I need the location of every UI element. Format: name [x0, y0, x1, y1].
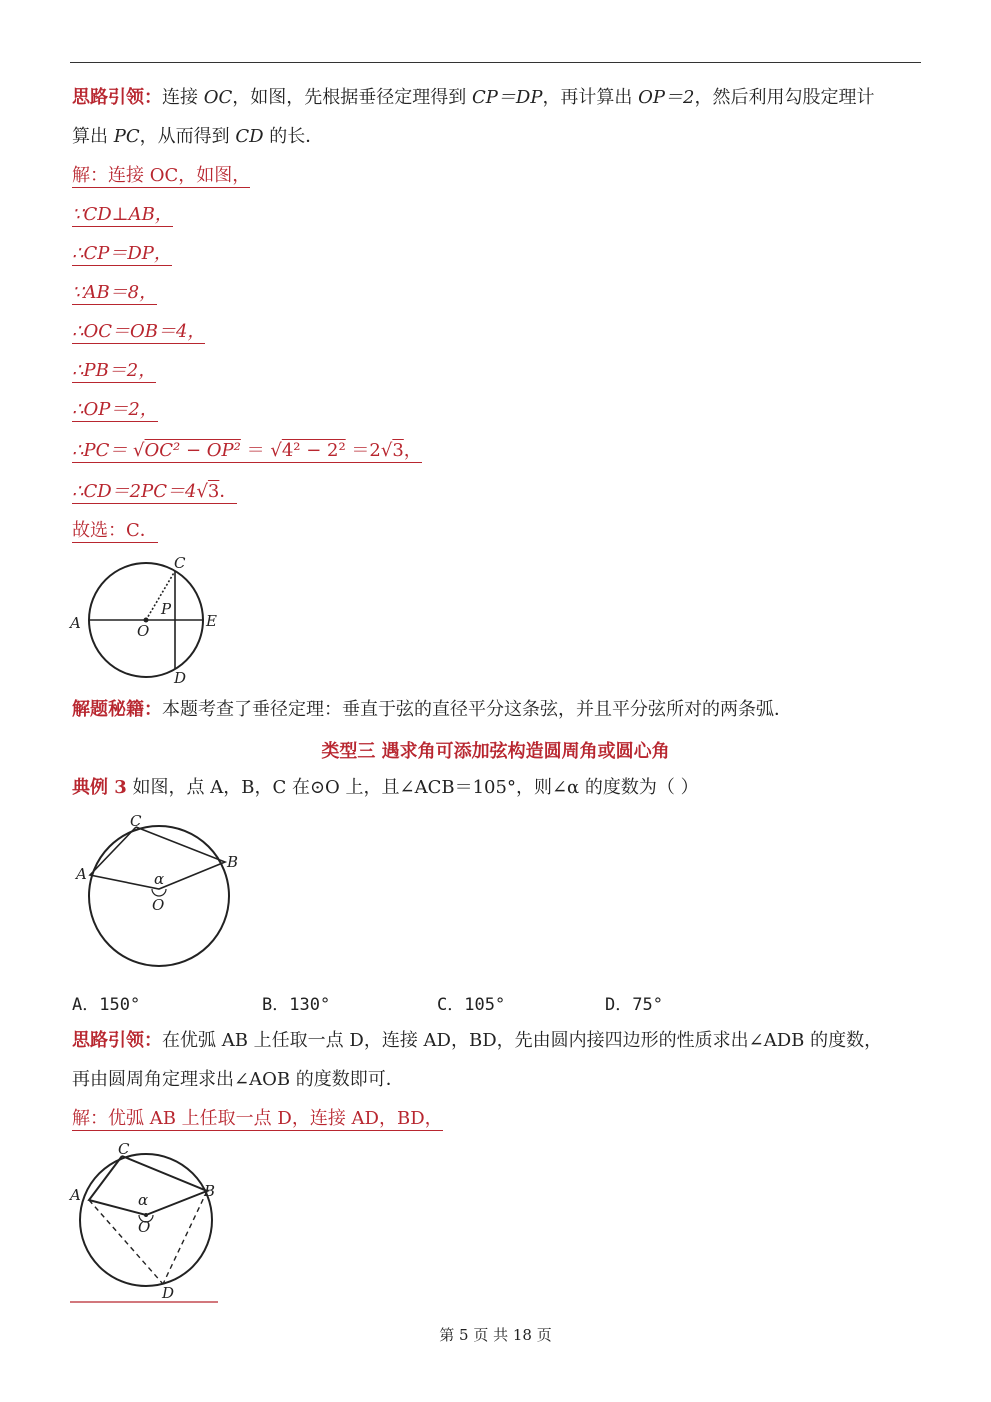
- label-d: D: [162, 1284, 175, 1302]
- hint-text: 连接: [162, 87, 204, 108]
- hint-text: 算出: [72, 126, 114, 147]
- label-d: D: [174, 669, 187, 687]
- solution-step: ∴CP＝DP，: [72, 243, 172, 264]
- label-o: O: [152, 896, 165, 914]
- formula-part: OC² − OP²: [144, 440, 241, 461]
- label-a: A: [76, 865, 87, 883]
- formula-part: ，: [403, 440, 422, 461]
- secret-label: 解题秘籍：: [72, 699, 162, 720]
- option-d: D．75°: [605, 995, 663, 1015]
- label-c: C: [118, 1140, 130, 1158]
- figure-1-circle-diagram: [66, 552, 226, 687]
- label-alpha: α: [154, 870, 165, 888]
- hint-text: CP＝DP: [472, 87, 543, 108]
- formula-part: ＝2√: [345, 440, 393, 461]
- solution-step: ∴OP＝2，: [72, 399, 158, 420]
- formula-part: ∴PC＝ √: [72, 440, 145, 461]
- secret-text: 本题考查了垂径定理：垂直于弦的直径平分这条弦，并且平分弦所对的两条弧．: [162, 699, 792, 720]
- label-o: O: [138, 1218, 151, 1236]
- option-b: B．130°: [262, 995, 331, 1015]
- figure-3-circle-diagram: [66, 1138, 226, 1306]
- label-b: B: [204, 1182, 216, 1200]
- example-label: 典例 3: [72, 777, 127, 798]
- example-text: 如图，点 A，B，C 在⊙O 上，且∠ACB＝105°，则∠α 的度数为（ ）: [126, 777, 699, 798]
- center-point: [144, 1213, 148, 1217]
- hint-2-line-1: [72, 1029, 882, 1053]
- hint-label: 思路引领：: [72, 1030, 162, 1051]
- hint-text: ，再计算出: [542, 87, 639, 108]
- hint-text: 的长．: [263, 126, 324, 147]
- option-c: C．105°: [437, 995, 506, 1015]
- formula-part: ∴CD＝2PC＝4√: [72, 481, 208, 502]
- solution-step: ∴PB＝2，: [72, 360, 157, 381]
- solution-step: ∵AB＝8，: [72, 282, 158, 303]
- hint-text: OC: [203, 87, 233, 108]
- top-rule: [70, 62, 921, 63]
- secret-line: [72, 698, 792, 722]
- section-title: 类型三 遇求角可添加弦构造圆周角或圆心角: [321, 741, 670, 762]
- hint-1-line-1: [72, 86, 875, 110]
- label-a: A: [70, 614, 81, 632]
- hint-text: ，然后利用勾股定理计: [694, 87, 875, 108]
- formula-part: 3: [392, 440, 404, 461]
- solution-1-answer: [72, 519, 158, 543]
- label-alpha: α: [138, 1191, 149, 1209]
- example-3-line: [72, 776, 699, 800]
- hint-label: 思路引领：: [72, 87, 162, 108]
- solution-step: ∵CD⊥AB，: [72, 204, 173, 225]
- hint-1-line-2: [72, 125, 323, 149]
- hint-text: OP＝2: [638, 87, 695, 108]
- hint-2-line-2: [72, 1068, 404, 1092]
- solution-step: 解：连接 OC，如图，: [72, 165, 251, 186]
- angle-arc: [152, 889, 166, 896]
- option-a: A．150°: [72, 995, 141, 1015]
- solution-step: ∴OC＝OB＝4，: [72, 321, 206, 342]
- solution-1-line: [72, 281, 157, 305]
- solution-1-formula-cd: [72, 480, 237, 504]
- label-p: P: [161, 600, 172, 618]
- solution-1-formula-pc: [72, 439, 422, 463]
- label-c: C: [174, 554, 186, 572]
- figure-2-circle-diagram: [72, 812, 252, 972]
- solution-1-line: [72, 398, 158, 422]
- solution-step: 解：优弧 AB 上任取一点 D，连接 AD，BD，: [72, 1108, 443, 1129]
- solution-step: 故选：C．: [72, 520, 158, 541]
- solution-1-line: [72, 242, 172, 266]
- solution-1-line: [72, 164, 250, 188]
- formula-part: ．: [219, 481, 238, 502]
- label-c: C: [130, 812, 142, 830]
- solution-1-line: [72, 203, 173, 227]
- formula-part: 4² − 2²: [281, 440, 346, 461]
- page-footer: 第 5 页 共 18 页: [439, 1326, 552, 1344]
- formula-part: 3: [207, 481, 220, 502]
- hint-text: 在优弧 AB 上任取一点 D，连接 AD，BD，先由圆内接四边形的性质求出∠ADB 的度数，: [162, 1030, 883, 1051]
- label-e: E: [206, 612, 217, 630]
- label-o: O: [137, 622, 150, 640]
- label-b: B: [227, 853, 239, 871]
- solution-1-line: [72, 359, 156, 383]
- solution-1-line: [72, 320, 205, 344]
- hint-text: ，如图，先根据垂径定理得到: [232, 87, 472, 108]
- formula-part: ＝ √: [240, 440, 282, 461]
- hint-text: ，从而得到: [139, 126, 236, 147]
- label-a: A: [70, 1186, 81, 1204]
- solution-2-line: [72, 1107, 443, 1131]
- hint-text: CD: [235, 126, 264, 147]
- hint-text: PC: [113, 126, 140, 147]
- hint-text: 再由圆周角定理求出∠AOB 的度数即可．: [72, 1069, 404, 1090]
